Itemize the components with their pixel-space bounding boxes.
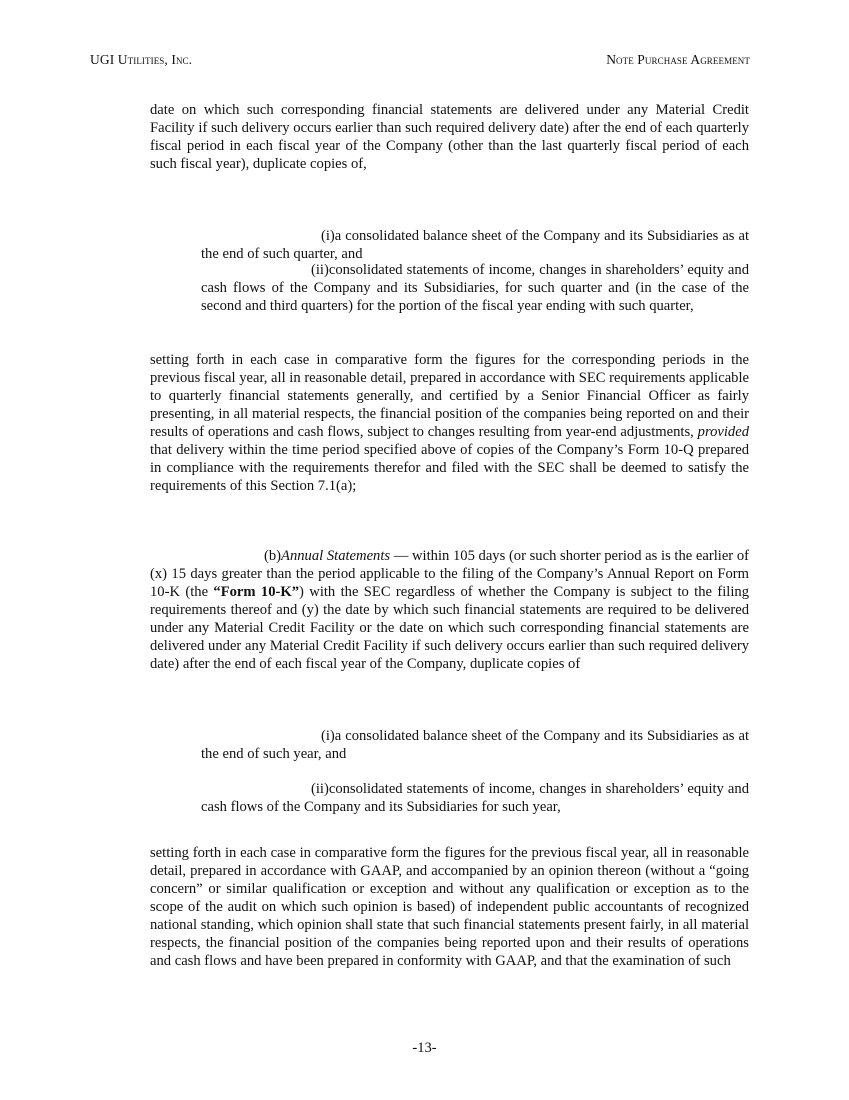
setting-text-after: that delivery within the time period specified above of copies of the Company’s Form 10-Q prepared in compliance with the requirements therefor and filed with the SEC shall be deemed to satisfy the requirements of this Section 7.1(a); xyxy=(150,442,749,494)
header-company-name: UGI Utilities, Inc. xyxy=(90,52,193,67)
quarterly-item-i xyxy=(150,227,749,263)
header-document-title: Note Purchase Agreement xyxy=(606,52,750,67)
annual-setting-paragraph xyxy=(150,844,749,970)
setting-text: setting forth in each case in comparative form the figures for the previous fiscal year, all in reasonable detail, prepared in accordance with GAAP, and accompanied by an opinion thereon (without a “going concern” or similar qualification or exception and without any qualification or exception as to the scope of the audit on which such opinion is based) of independent public accountants of recognized national standing, which opinion shall state that such financial statements present fairly, in all material respects, the financial position of the companies being reported upon and their results of operations and cash flows and have been prepared in conformity with GAAP, and that the examination of such xyxy=(150,845,749,969)
item-number: (i) xyxy=(321,228,335,244)
intro-text: date on which such corresponding financial statements are delivered under any Material Credit Facility if such delivery occurs earlier than such required delivery date) after the end of each quarterly fiscal period in each fiscal year of the Company (other than the last quarterly fiscal period of each such fiscal year), duplicate copies of, xyxy=(150,102,749,172)
item-number: (ii) xyxy=(311,262,329,278)
page-number: -13- xyxy=(412,1040,437,1056)
item-text: consolidated statements of income, changes in shareholders’ equity and cash flows of the Company and its Subsidiaries for such year, xyxy=(201,781,749,815)
quarterly-item-ii xyxy=(150,261,749,315)
annual-item-i xyxy=(150,727,749,763)
annual-statements-paragraph xyxy=(150,547,749,673)
provided-emphasis: provided xyxy=(697,424,749,440)
item-number: (i) xyxy=(321,728,335,744)
section-text-part1: — within 105 days (or such shorter period as is the earlier of (x) 15 days greater than the period applicable to the filing of the Company’s Annual Report on Form 10-K (the xyxy=(150,548,749,600)
item-text: consolidated statements of income, changes in shareholders’ equity and cash flows of the Company and its Subsidiaries, for such quarter and (in the case of the second and third quarters) for the portion of the fiscal year ending with such quarter, xyxy=(201,262,749,314)
intro-paragraph xyxy=(150,101,749,173)
section-number: (b) xyxy=(264,548,282,564)
defined-term: “Form 10-K” xyxy=(213,584,300,600)
item-number: (ii) xyxy=(311,781,329,797)
quarterly-setting-paragraph xyxy=(150,351,749,495)
setting-text-before: setting forth in each case in comparative form the figures for the corresponding periods in the previous fiscal year, all in reasonable detail, prepared in accordance with SEC requirements applicable to quarterly financial statements generally, and certified by a Senior Financial Officer as fairly presenting, in all material respects, the financial position of the companies being reported on and their results of operations and cash flows, subject to changes resulting from year-end adjustments, xyxy=(150,352,749,440)
item-text: a consolidated balance sheet of the Company and its Subsidiaries as at the end of such quarter, and xyxy=(201,228,749,262)
section-text-part2: ) with the SEC regardless of whether the Company is subject to the filing requirements thereof and (y) the date by which such financial statements are required to be delivered under any Material Credit Facility or the date on which such corresponding financial statements are delivered under any Material Credit Facility if such delivery occurs earlier than such required delivery date) after the end of each fiscal year of the Company, duplicate copies of xyxy=(150,584,749,672)
page-header xyxy=(90,52,750,70)
annual-item-ii xyxy=(150,780,749,816)
item-text: a consolidated balance sheet of the Company and its Subsidiaries as at the end of such year, and xyxy=(201,728,749,762)
section-heading: Annual Statements xyxy=(281,548,391,564)
